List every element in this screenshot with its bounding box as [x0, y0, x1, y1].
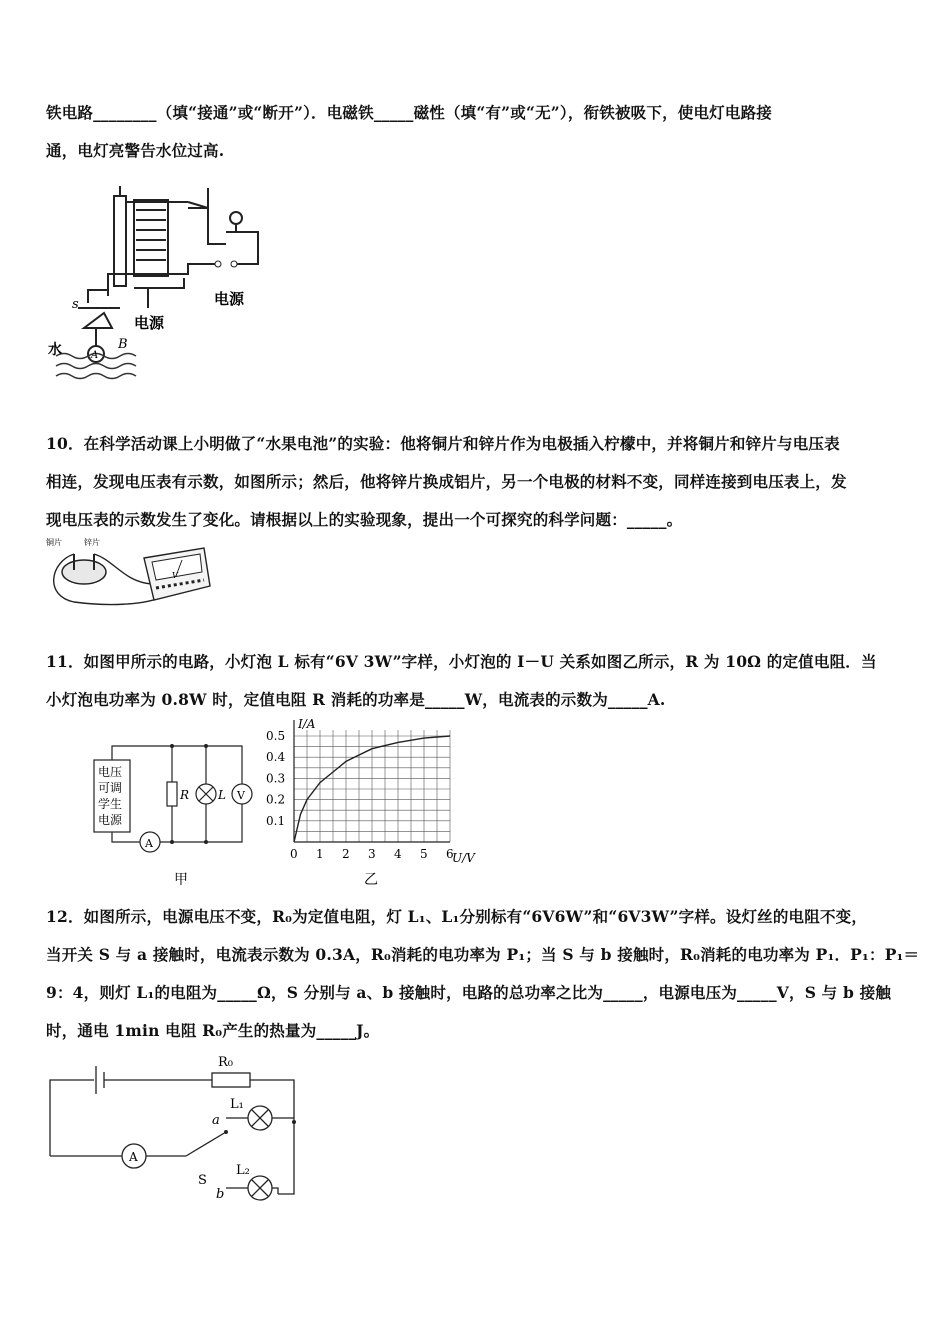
source-label-4: 电源	[98, 813, 123, 827]
x-tick-label: 1	[316, 847, 324, 861]
x-tick-label: 6	[446, 847, 454, 861]
source-label-1: 电压	[98, 765, 123, 779]
ammeter-label: A	[129, 1150, 138, 1164]
lamp-l-label: L	[218, 788, 226, 802]
copper-label: 铜片	[46, 538, 62, 547]
q10-line-2: 相连，发现电压表有示数，如图所示；然后，他将锌片换成铝片，另一个电极的材料不变，同样连接到电压表上，发	[46, 472, 847, 491]
zinc-label: 锌片	[84, 538, 100, 547]
voltmeter-v-label: V	[237, 789, 245, 802]
r0-label: R₀	[218, 1055, 233, 1070]
l2-label: L₂	[236, 1163, 250, 1178]
voltmeter-label: V	[172, 571, 178, 580]
water-label: 水	[48, 342, 62, 358]
q12-line-3: 9：4，则灯 L₁的电阻为_____Ω，S 分别与 a、b 接触时，电路的总功率之比为_____，电源电压为_____V，S 与 b 接触	[46, 983, 892, 1002]
contact-s-label: s	[72, 297, 79, 312]
y-axis-label: I/A	[298, 717, 316, 731]
ammeter-a-label: A	[145, 837, 153, 850]
q12-line-4: 时，通电 1min 电阻 R₀产生的热量为_____J。	[46, 1021, 380, 1040]
q12-line-1: 12．如图所示，电源电压不变，R₀为定值电阻，灯 L₁、L₁分别标有“6V6W”和“6V3W”字样。设灯丝的电阻不变，	[46, 907, 868, 926]
x-tick-label: 0	[290, 847, 298, 861]
alarm-power-label-bottom: 电源	[134, 314, 165, 332]
figure-water-level-alarm	[48, 178, 278, 388]
q9-line-1: 铁电路________（填“接通”或“断开”）．电磁铁_____磁性（填“有”或“无”），衔铁被吸下，使电灯电路接	[46, 103, 772, 122]
figure-11a-circuit	[92, 742, 262, 888]
figure-12-circuit	[46, 1046, 316, 1206]
caption-jia: 甲	[174, 872, 188, 888]
figure-fruit-battery	[44, 536, 214, 610]
x-tick-label: 3	[368, 847, 376, 861]
x-tick-label: 5	[420, 847, 428, 861]
node-b-label: b	[216, 1187, 225, 1202]
q10-line-1: 10．在科学活动课上小明做了“水果电池”的实验：他将铜片和锌片作为电极插入柠檬中，并将铜片和锌片与电压表	[46, 434, 840, 453]
y-tick-label: 0.1	[266, 813, 286, 828]
source-label-3: 学生	[98, 797, 123, 811]
caption-yi: 乙	[364, 872, 378, 888]
q9-line-2: 通，电灯亮警告水位过高.	[46, 141, 225, 160]
y-tick-label: 0.5	[266, 729, 286, 743]
q11-line-2: 小灯泡电功率为 0.8W 时，定值电阻 R 消耗的功率是_____W，电流表的示数为_____A.	[46, 690, 666, 709]
q12-line-2: 当开关 S 与 a 接触时，电流表示数为 0.3A，R₀消耗的电功率为 P₁；当 S 与 b 接触时，R₀消耗的电功率为 P₁．P₁：P₁＝	[46, 945, 920, 964]
source-label-2: 可调	[98, 781, 123, 795]
x-axis-label: U/V	[452, 851, 475, 865]
contact-b-label: B	[118, 337, 128, 352]
q10-line-3: 现电压表的示数发生了变化。请根据以上的实验现象，提出一个可探究的科学问题：_____。	[46, 510, 683, 529]
node-a-label: a	[212, 1113, 220, 1128]
resistor-r-label: R	[180, 788, 190, 802]
x-tick-label: 2	[342, 847, 350, 861]
contact-a-label: A	[91, 350, 99, 361]
alarm-power-label-top: 电源	[214, 290, 245, 308]
q11-line-1: 11．如图甲所示的电路，小灯泡 L 标有“6V 3W”字样，小灯泡的 I－U 关系如图乙所示，R 为 10Ω 的定值电阻．当	[46, 652, 877, 671]
figure-11b-chart	[262, 716, 490, 890]
switch-s-label: S	[198, 1173, 207, 1188]
y-tick-label: 0.3	[266, 771, 286, 786]
y-tick-label: 0.4	[266, 750, 286, 765]
y-tick-label: 0.2	[266, 792, 286, 807]
l1-label: L₁	[230, 1097, 244, 1112]
x-tick-label: 4	[394, 847, 402, 861]
